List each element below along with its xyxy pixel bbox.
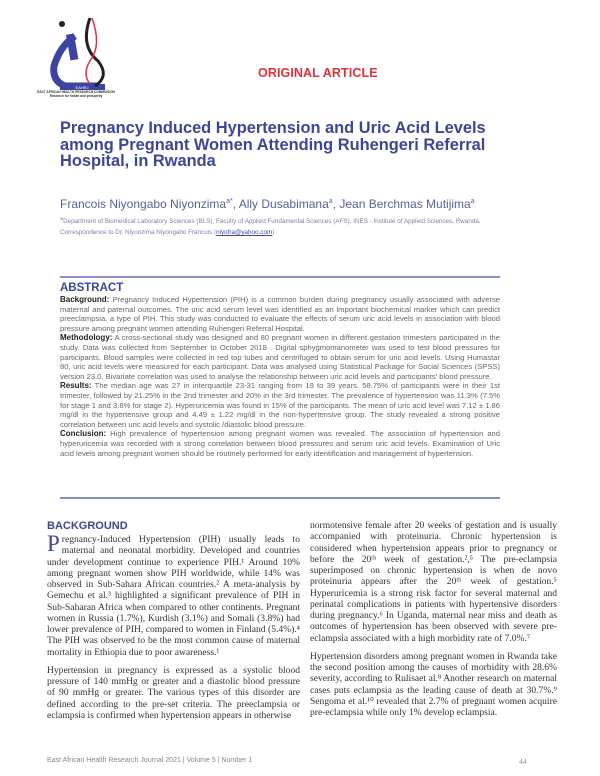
abstract-methodology (60, 333, 500, 381)
affil-sup: a (60, 215, 64, 222)
section-text: Pregnancy Induced Hypertension (PIH) is a common burden during pregnancy usually associated with adverse maternal and paternal outcomes. The uric acid serum level was identified as an important biochemical marker which can predict preeclampsia, a type of PIH. This study was conducted to evaluate the effects of serum uric acid levels in association with blood pressure among pregnant women attending Ruhengeri Referral Hospital. (60, 295, 500, 333)
email-link[interactable]: niyofra@yahoo.com (216, 229, 273, 236)
drop-cap: P (47, 531, 60, 556)
affiliation-text: Department of Biomedical Laboratory Sciences (BLS), Faculty of Applied Fundamental Sciences (AFS), INES - Institute of Applied Sciences, Rwanda. (63, 218, 481, 225)
author-sup: a (328, 198, 333, 205)
article-title: Pregnancy Induced Hypertension and Uric Acid Levels among Pregnant Women Attending Ruhengeri Referral Hospital, in Rwanda (60, 119, 486, 170)
logo-caption-line: Research for health and prosperity (49, 94, 103, 98)
journal-logo (40, 6, 120, 98)
page-number: 44 (519, 757, 527, 766)
abstract-results (60, 381, 500, 429)
paragraph-text: regnancy-Induced Hypertension (PIH) usually leads to maternal and neonatal morbidity. Developed and countries under development continue to experience PIH.¹ Around 10% among pregnant women show PIH worldwide, while 14% was observed in Sub-Sahara African countries.² A meta-analysis by Gemechu et al.³ highlighted a significant prevalence of PIH in Sub-Saharan Africa when compared to other continents. Pregnant women in Russia (1.7%), Kurdish (3.1%) and Somali (3.8%) had lower prevalence of PIH, compared to women in Finland (5.4%).⁴ The PIH was observed to be the most common cause of maternal mortality in Ethiopia due to poor awareness.¹ (47, 534, 300, 658)
author-list: Francois Niyongabo Niyonzima$^{a*}$, Ally Dusabimana$^a$, Jean Berchmas Mutijima$^a$ (60, 197, 475, 211)
abstract-background (60, 295, 500, 333)
author: Jean Berchmas Mutijima (339, 197, 471, 211)
author-sup: a* (226, 198, 233, 205)
body-column-left (47, 520, 300, 728)
section-text: High prevalence of hypertension among pregnant women was revealed. The association of hypertension and hyperuricemia was recorded with a strong correlation between blood pressures and serum uric acid levels. Examination of Uric acid levels among pregnant women should be routinely performed for early identification and management of hypertension. (60, 429, 500, 458)
abstract (60, 282, 500, 458)
body-paragraph (47, 531, 300, 658)
correspondence-close: ) (272, 229, 275, 236)
logo-caption (30, 90, 122, 98)
affiliation (60, 216, 560, 238)
abstract-heading: ABSTRACT (60, 282, 124, 294)
svg-text:EAHRJ: EAHRJ (75, 85, 89, 90)
body-paragraph: normotensive female after 20 weeks of gestation and is usually accompanied with proteinuria. Chronic hypertension is considered when hypertension appears prior to pregnancy or before the 20ᵗʰ week of gestation.²,⁵ The pre-eclampsia superimposed on chronic hypertension is when de novo proteinuria appears after the 20ᵗʰ week of gestation.⁵ Hyperuricemia is a strong risk factor for several maternal and perinatal complications in patients with hypertensive disorders during pregnancy.⁶ In Uganda, maternal near miss and death as outcomes of hypertension has been observed with severe pre-eclampsia associated with a high morbidity rate of 7.0%.⁷ (310, 520, 557, 644)
body-paragraph: Hypertension disorders among pregnant women in Rwanda take the second position among the causes of morbidity with 28.6% severity, according to Rulisaet al.⁸ Another research on maternal cases puts eclampsia as the leading cause of death at 30.7%.⁹ Sengoma et al.¹⁰ revealed that 2.7% of pregnant women acquire pre-eclampsia while only 1% develop eclampsia. (310, 650, 557, 718)
section-label: Conclusion: (60, 429, 107, 439)
section-text: A cross-sectional study was designed and 80 pregnant women in different gestation trimesters participated in the study. Data was collected from September to October 2018 . Digital sphygmomanometer was used to test blood pressures for participants. Blood samples were collected in red top tubes and centrifuged to obtain serum for uric acid levels. Using Humastar 80, uric acid levels were measured for each participant. Data was analysed using Statistical Package for Social Sciences (SPSS) version 23.0. Bivariate correlation was used to analyse the relationship between uric acid levels and participants' blood pressure. (60, 333, 500, 381)
footer-journal: East African Health Research Journal 2021 | Volume 5 | Number 1 (47, 757, 253, 764)
author: Francois Niyongabo Niyonzima (60, 197, 227, 211)
section-label: Results: (60, 381, 92, 391)
body-column-right (310, 520, 557, 725)
divider (60, 497, 500, 499)
background-heading: BACKGROUND (47, 520, 128, 532)
correspondence-text: Correspondence to Dr. Niyonzima Niyongabo Francois ( (60, 229, 217, 236)
body-paragraph: Hypertension in pregnancy is expressed as a systolic blood pressure of 140 mmHg or greater and a diastolic blood pressure of 90 mmHg or greater. The various types of this disorder are defined according to the pre-set criteria. The preeclampsia or eclampsia is confirmed when hypertension appears in otherwise (47, 664, 300, 721)
section-text: The median age was 27 in interquartile 23-31 ranging from 19 to 39 years. 58.75% of participants were in their 1st trimester, followed by 21.25% in the 2nd trimester and 20% in the 3rd trimester. The prevalence of hypertension was 11.3% (7.5% for stage 1 and 3.8% for stage 2). Hyperuricemia was found in 15% of the participants. The mean of uric acid level was 7.12 ± 1.86 mg/dl in the hypertensive group and 4.49 ± 1.22 mg/dl in the non-hypertensive group. The study revealed a strong positive correlation between uric acid levels and systolic /diastolic blood pressure. (60, 381, 500, 429)
section-label: Background: (60, 295, 110, 304)
divider (60, 276, 500, 278)
article-type-label: ORIGINAL ARTICLE (258, 66, 378, 80)
author-sup: a (470, 198, 475, 205)
logo-caption-line: EAST AFRICAN HEALTH RESEARCH COMMISSION (37, 90, 115, 94)
author: Ally Dusabimana (238, 197, 329, 211)
section-label: Methodology: (60, 333, 113, 343)
abstract-conclusion (60, 429, 500, 458)
